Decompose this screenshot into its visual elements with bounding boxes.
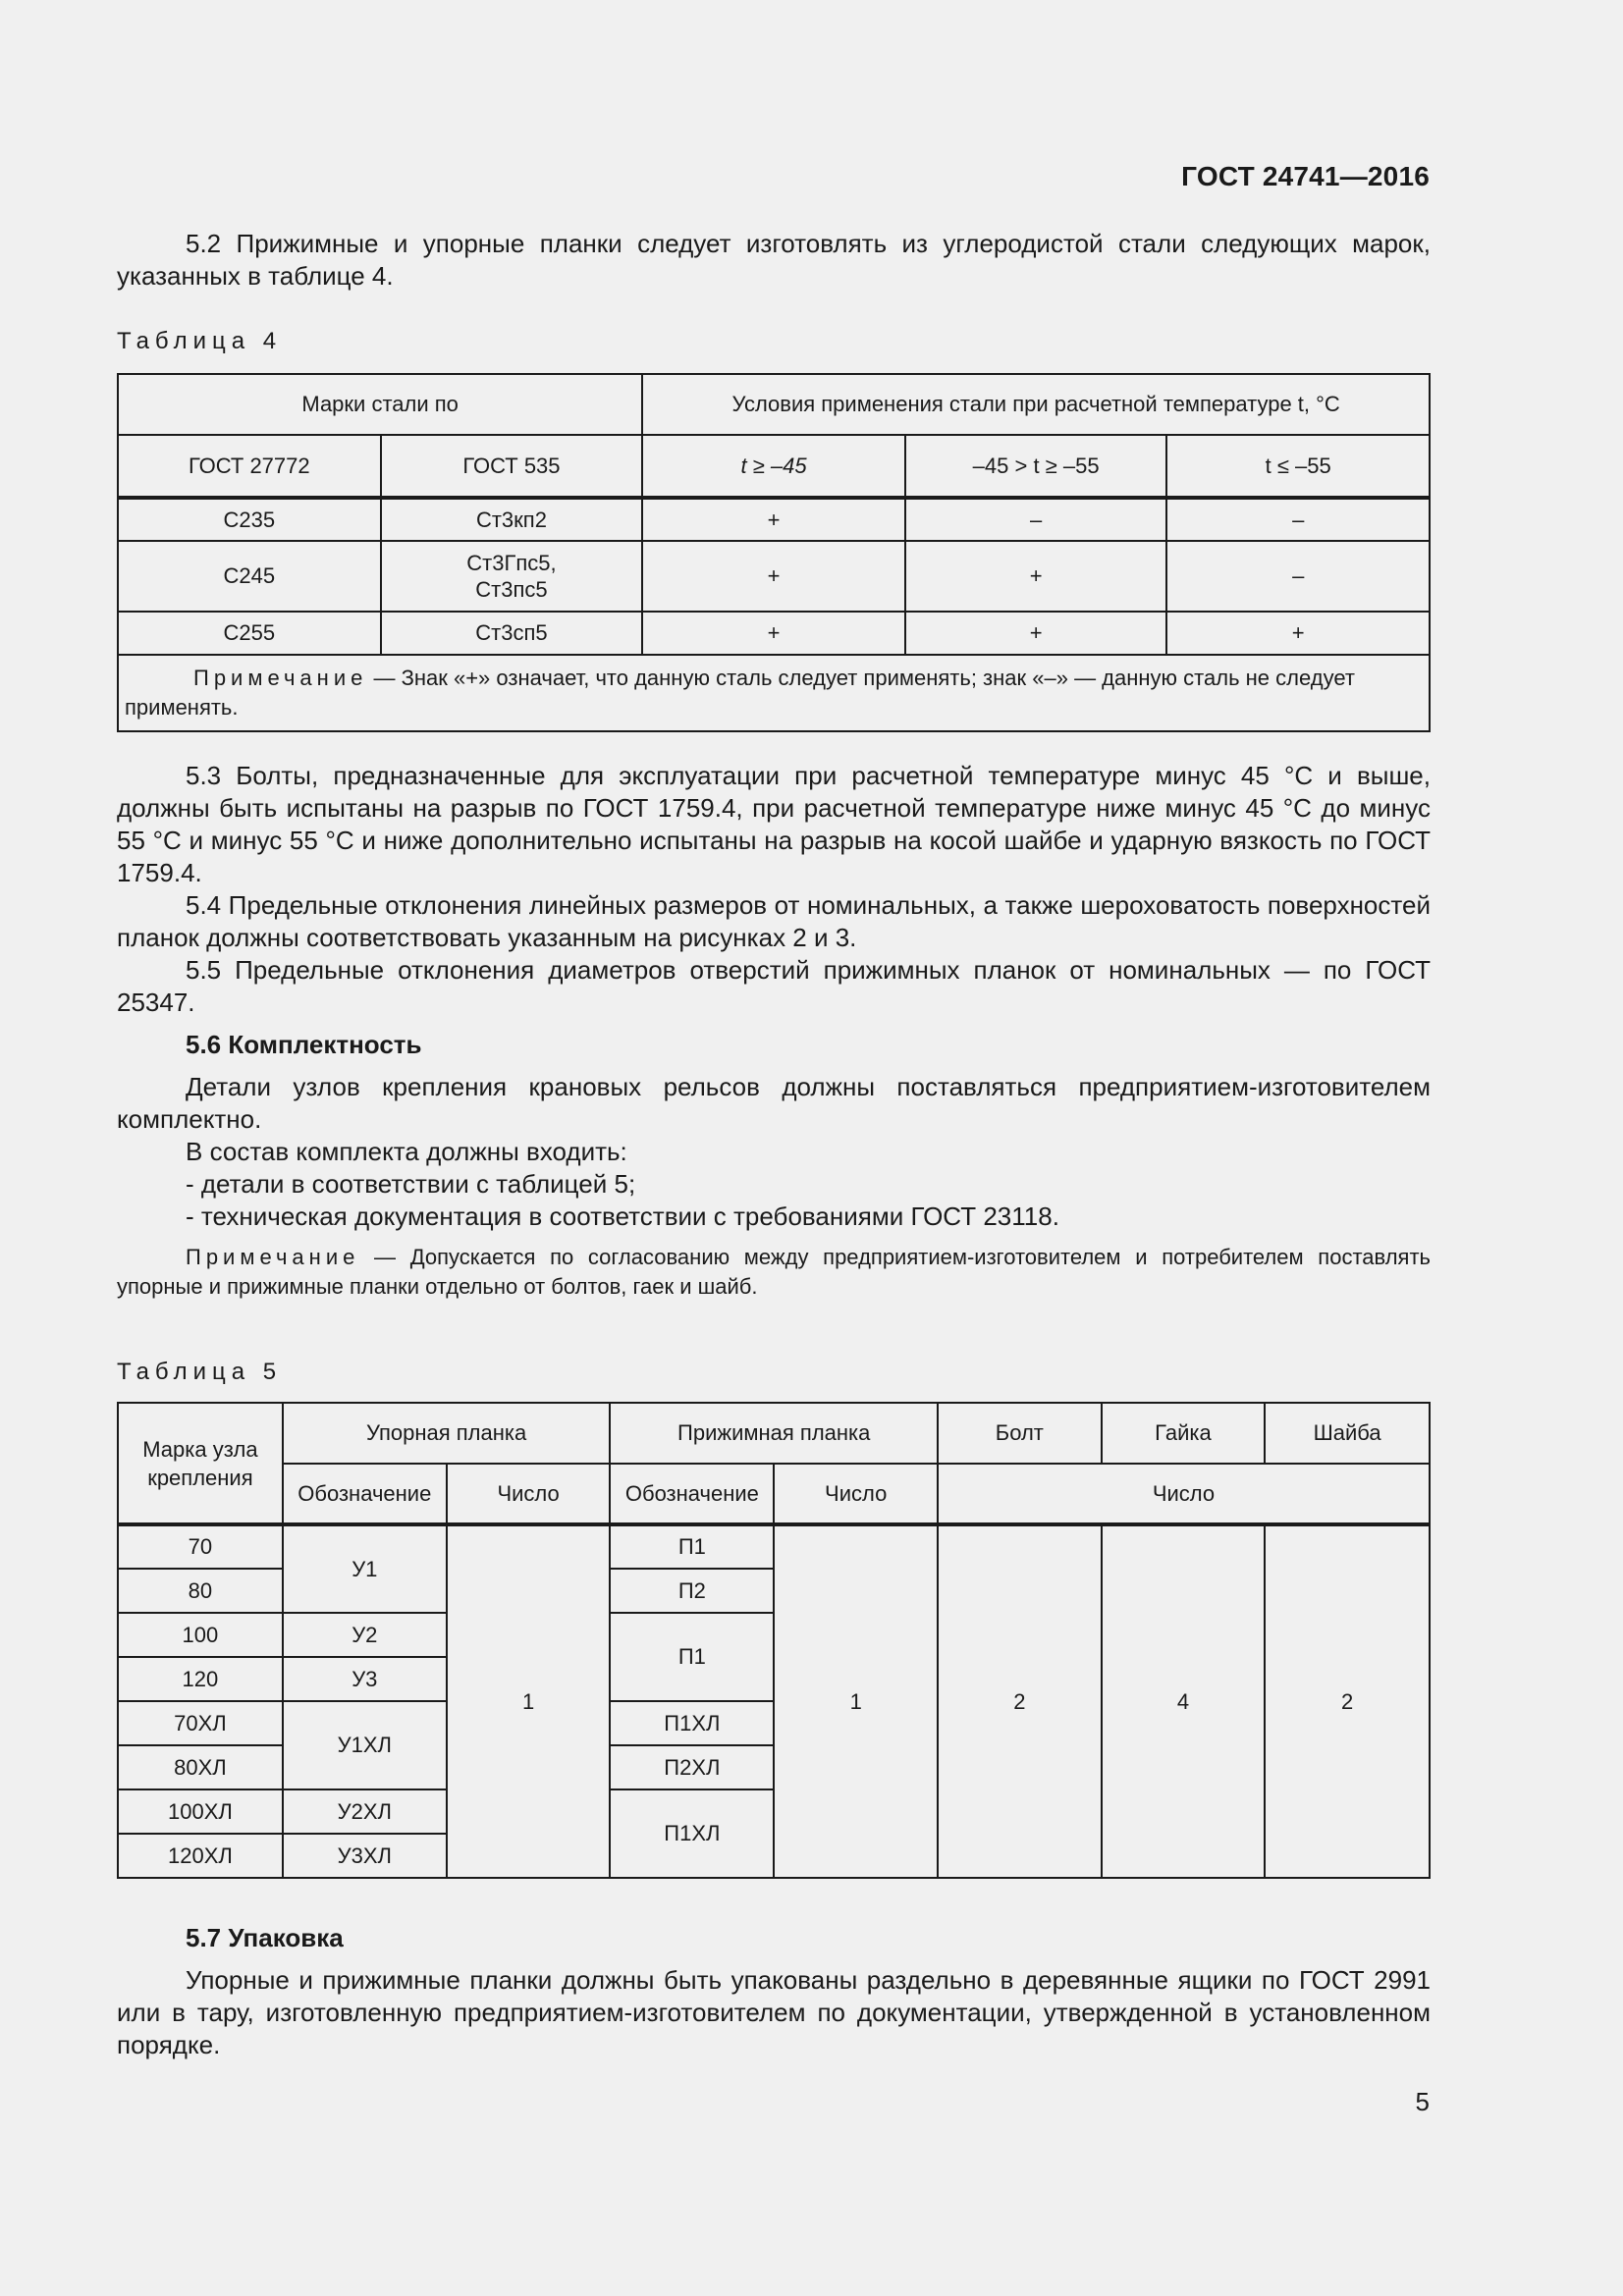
table-cell: – (1166, 541, 1430, 612)
table-cell: 2 (938, 1524, 1102, 1878)
note-text: — Допускается по согласованию между предприятием-изготовителем и потребителем поставлять упорные и прижимные планки отдельно от болтов, гаек и шайб. (117, 1245, 1431, 1299)
table-cell: У2 (283, 1613, 447, 1657)
table-cell: + (905, 541, 1167, 612)
table-cell: 2 (1265, 1524, 1430, 1878)
table-cell: 1 (774, 1524, 938, 1878)
note-label: Примечание (193, 666, 368, 690)
table-cell: 80 (118, 1569, 283, 1613)
table-cell: У2ХЛ (283, 1789, 447, 1834)
table4-note (118, 655, 1430, 731)
table-cell: 4 (1102, 1524, 1266, 1878)
table5-head-stop-plate: Упорная планка (283, 1403, 611, 1464)
paragraph-5-4: 5.4 Предельные отклонения линейных размеров от номинальных, а также шероховатость поверхностей планок должны соответствовать указанным на рисунках 2 и 3. (117, 890, 1431, 952)
table-cell: Ст3сп5 (381, 612, 643, 655)
heading-5-7: 5.7 Упаковка (186, 1923, 344, 1952)
table5-head-washer: Шайба (1265, 1403, 1430, 1464)
table-cell: – (905, 498, 1167, 541)
table-cell: П1ХЛ (610, 1789, 774, 1878)
table-cell: У3 (283, 1657, 447, 1701)
page-number: 5 (1415, 2087, 1430, 2116)
table4-sub-gost27772: ГОСТ 27772 (118, 435, 381, 498)
section-5-2 (117, 228, 1431, 293)
table4-sub-gost535: ГОСТ 535 (381, 435, 643, 498)
table-cell: П1 (610, 1524, 774, 1569)
table-4 (117, 373, 1431, 732)
table5-sub-designation: Обозначение (283, 1464, 447, 1524)
table-4-caption: Таблица 4 (117, 328, 283, 354)
table-cell: П2ХЛ (610, 1745, 774, 1789)
table-cell: + (642, 541, 905, 612)
table5-head-clamp-plate: Прижимная планка (610, 1403, 938, 1464)
note-text: — Знак «+» означает, что данную сталь следует применять; знак «–» — данную сталь не следует применять. (125, 666, 1355, 720)
table-cell: Ст3кп2 (381, 498, 643, 541)
table-cell: 70ХЛ (118, 1701, 283, 1745)
table-cell: 70 (118, 1524, 283, 1569)
table-cell: + (905, 612, 1167, 655)
table4-sub-t1: t ≥ –45 (642, 435, 905, 498)
table5-sub-count: Число (938, 1464, 1430, 1524)
table-cell: 1 (447, 1524, 611, 1878)
heading-5-6: 5.6 Комплектность (186, 1030, 422, 1059)
table-5 (117, 1402, 1431, 1879)
table-cell: С235 (118, 498, 381, 541)
list-item: - детали в соответствии с таблицей 5; (186, 1169, 636, 1199)
section-5-7 (117, 1922, 1431, 2061)
table-5-caption: Таблица 5 (117, 1359, 283, 1385)
table-cell: 120ХЛ (118, 1834, 283, 1878)
table-cell: П1 (610, 1613, 774, 1701)
paragraph-5-3: 5.3 Болты, предназначенные для эксплуатации при расчетной температуре минус 45 °С и выше, должны быть испытаны на разрыв по ГОСТ 1759.4, при расчетной температуре ниже минус 45 °С до минус 55 °С и минус 55 °С и ниже дополнительно испытаны на разрыв на косой шайбе и ударную вязкость по ГОСТ 1759.4. (117, 761, 1431, 887)
table4-sub-t2: –45 > t ≥ –55 (905, 435, 1167, 498)
table5-head-bolt: Болт (938, 1403, 1102, 1464)
table-cell: С255 (118, 612, 381, 655)
table5-head-nut: Гайка (1102, 1403, 1266, 1464)
section-5-3-to-5-6 (117, 760, 1431, 1302)
list-item: - техническая документация в соответствии с требованиями ГОСТ 23118. (186, 1201, 1059, 1231)
table-cell: 120 (118, 1657, 283, 1701)
table5-sub-designation: Обозначение (610, 1464, 774, 1524)
paragraph-5-6-a: Детали узлов крепления крановых рельсов должны поставляться предприятием-изготовителем комплектно. (117, 1072, 1431, 1134)
table-row (118, 541, 1430, 612)
table-cell: У1ХЛ (283, 1701, 447, 1789)
table-cell: + (642, 498, 905, 541)
table4-sub-t3: t ≤ –55 (1166, 435, 1430, 498)
table5-sub-count: Число (774, 1464, 938, 1524)
paragraph-5-5: 5.5 Предельные отклонения диаметров отверстий прижимных планок от номинальных — по ГОСТ 25347. (117, 955, 1431, 1017)
table-row (118, 612, 1430, 655)
table-cell: У3ХЛ (283, 1834, 447, 1878)
note-label: Примечание (186, 1245, 360, 1269)
table-cell: 80ХЛ (118, 1745, 283, 1789)
table-cell: С245 (118, 541, 381, 612)
table-cell: У1 (283, 1524, 447, 1613)
table4-head-conditions: Условия применения стали при расчетной температуре t, °C (642, 374, 1430, 435)
table5-sub-count: Число (447, 1464, 611, 1524)
paragraph-5-2: 5.2 Прижимные и упорные планки следует изготовлять из углеродистой стали следующих марок, указанных в таблице 4. (117, 229, 1431, 291)
table-cell: 100ХЛ (118, 1789, 283, 1834)
table-cell: + (1166, 612, 1430, 655)
table-row (118, 498, 1430, 541)
paragraph-5-7: Упорные и прижимные планки должны быть упакованы раздельно в деревянные ящики по ГОСТ 2991 или в тару, изготовленную предприятием-изготовителем по документации, утвержденной в установленном порядке. (117, 1965, 1431, 2059)
document-number: ГОСТ 24741—2016 (1181, 161, 1430, 191)
table-cell: 100 (118, 1613, 283, 1657)
table4-head-steel: Марки стали по (118, 374, 642, 435)
table-cell: П1ХЛ (610, 1701, 774, 1745)
table-cell: + (642, 612, 905, 655)
table5-head-mark: Марка узла крепления (118, 1403, 283, 1524)
table-cell: Ст3Гпс5, Ст3пс5 (381, 541, 643, 612)
table-row (118, 1524, 1430, 1569)
paragraph-5-6-b: В состав комплекта должны входить: (186, 1137, 627, 1166)
table-cell: – (1166, 498, 1430, 541)
table-cell: П2 (610, 1569, 774, 1613)
note-5-6 (117, 1243, 1431, 1302)
